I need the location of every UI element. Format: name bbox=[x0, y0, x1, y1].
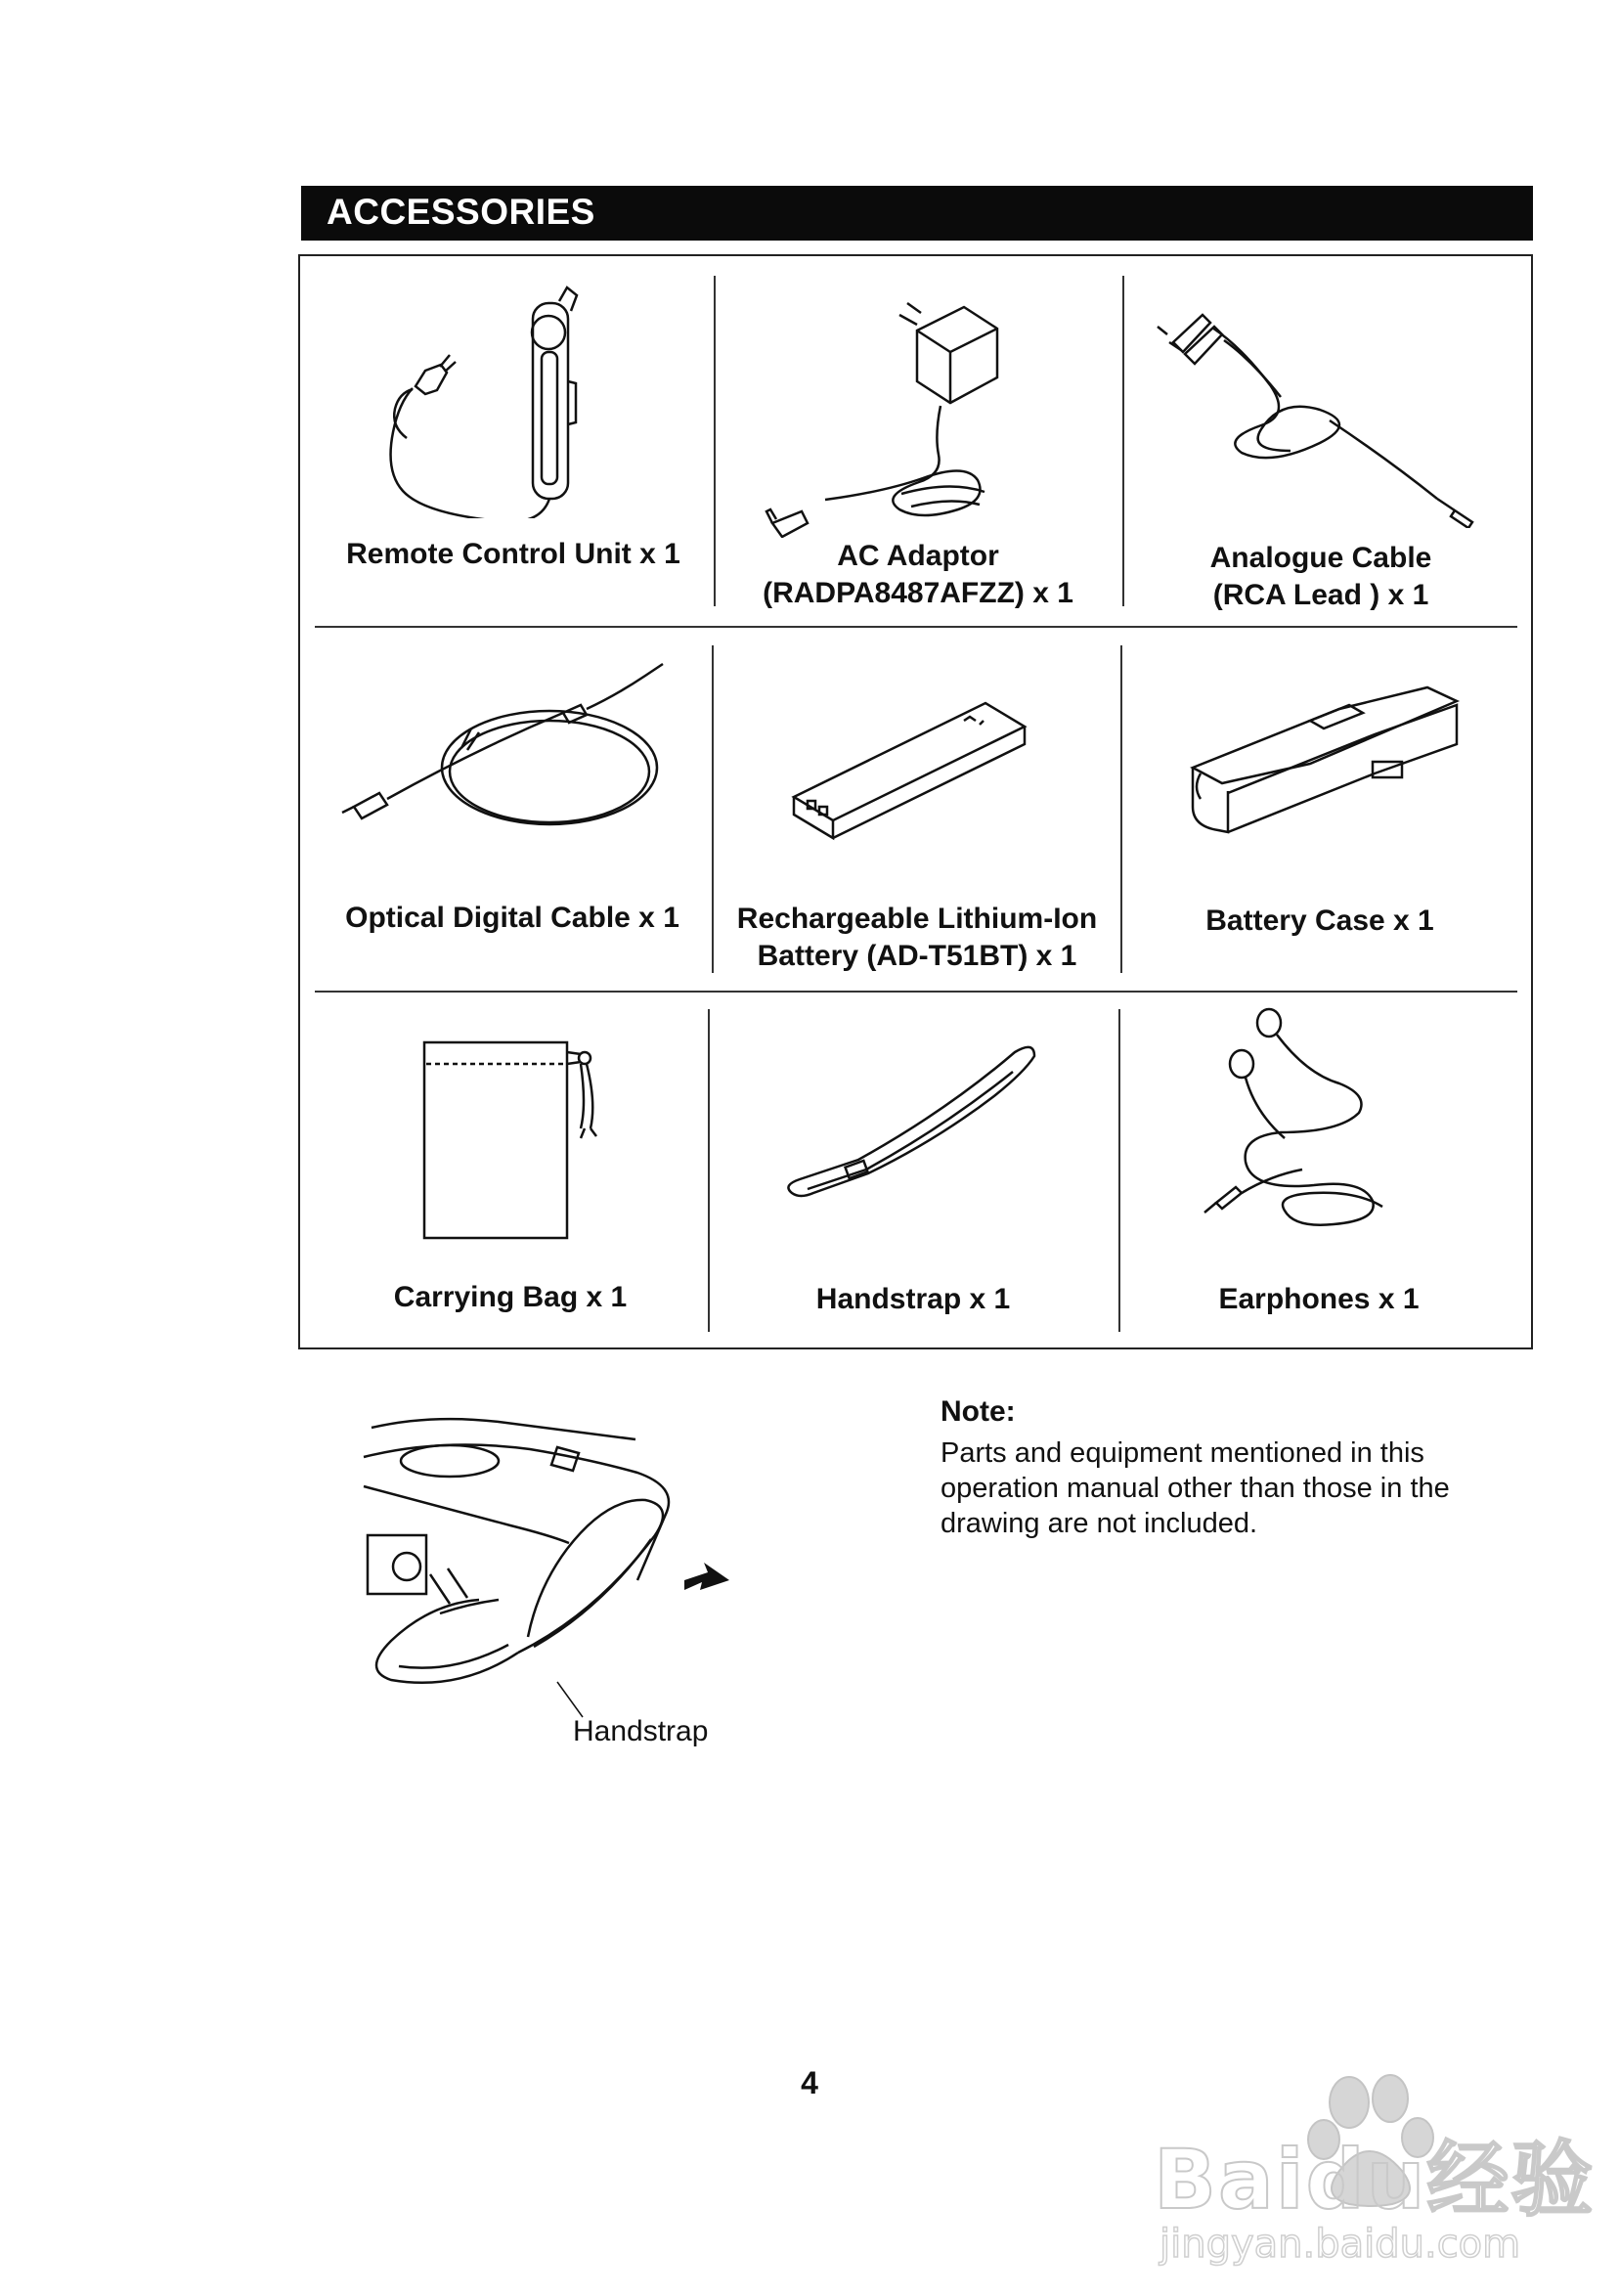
accessory-carrying-bag bbox=[315, 1007, 706, 1340]
note-text: Parts and equipment mentioned in this operation manual other than those in the drawing are not included. bbox=[941, 1437, 1450, 1539]
section-title: ACCESSORIES bbox=[327, 192, 595, 232]
row-divider bbox=[315, 991, 1517, 993]
earphones-icon bbox=[1120, 1007, 1517, 1261]
label-line: AC Adaptor bbox=[837, 540, 999, 572]
carrying-bag-icon bbox=[315, 1007, 706, 1261]
label-line: Earphones x 1 bbox=[1218, 1283, 1420, 1315]
label-line: Rechargeable Lithium-Ion bbox=[736, 903, 1098, 935]
label-line: Battery (AD-T51BT) x 1 bbox=[757, 940, 1077, 972]
handstrap-icon bbox=[710, 1007, 1116, 1261]
accessory-label bbox=[716, 538, 1120, 612]
label-line: Remote Control Unit x 1 bbox=[346, 538, 680, 570]
accessory-label bbox=[710, 1281, 1116, 1318]
handstrap-caption: Handstrap bbox=[573, 1715, 709, 1747]
accessory-label bbox=[1124, 540, 1517, 614]
accessory-remote-control bbox=[315, 274, 712, 616]
ac-adaptor-icon bbox=[716, 274, 1120, 538]
label-line: (RADPA8487AFZZ) x 1 bbox=[763, 577, 1073, 609]
label-line: Carrying Bag x 1 bbox=[393, 1281, 628, 1313]
optical-cable-icon bbox=[315, 640, 710, 885]
label-line: (RCA Lead ) x 1 bbox=[1212, 579, 1429, 611]
accessory-battery bbox=[714, 640, 1120, 983]
handstrap-illustration bbox=[362, 1408, 792, 1731]
accessory-label bbox=[315, 536, 712, 573]
watermark-url: jingyan.baidu.com bbox=[1160, 2222, 1521, 2267]
battery-case-icon bbox=[1122, 640, 1517, 885]
note-title: Note: bbox=[941, 1395, 1016, 1428]
accessory-label bbox=[315, 1279, 706, 1316]
battery-icon bbox=[714, 640, 1120, 885]
accessory-label bbox=[1122, 903, 1517, 940]
accessory-handstrap bbox=[710, 1007, 1116, 1340]
row-divider bbox=[315, 626, 1517, 628]
accessory-analogue-cable bbox=[1124, 274, 1517, 616]
accessory-optical-cable bbox=[315, 640, 710, 983]
watermark-brand: Baidu经验 bbox=[1154, 2132, 1596, 2228]
remote-control-icon bbox=[315, 274, 712, 518]
section-header bbox=[301, 186, 1533, 241]
accessory-earphones bbox=[1120, 1007, 1517, 1340]
accessory-ac-adaptor bbox=[716, 274, 1120, 616]
label-line: Battery Case x 1 bbox=[1205, 905, 1434, 937]
label-line: Analogue Cable bbox=[1209, 542, 1432, 574]
analogue-cable-icon bbox=[1124, 274, 1517, 528]
label-line: Handstrap x 1 bbox=[815, 1283, 1011, 1315]
label-line: Optical Digital Cable x 1 bbox=[345, 902, 679, 934]
page-number: 4 bbox=[801, 2065, 818, 2100]
accessory-label bbox=[714, 901, 1120, 975]
accessory-label bbox=[315, 900, 710, 937]
accessory-label bbox=[1120, 1281, 1517, 1318]
accessory-battery-case bbox=[1122, 640, 1517, 983]
